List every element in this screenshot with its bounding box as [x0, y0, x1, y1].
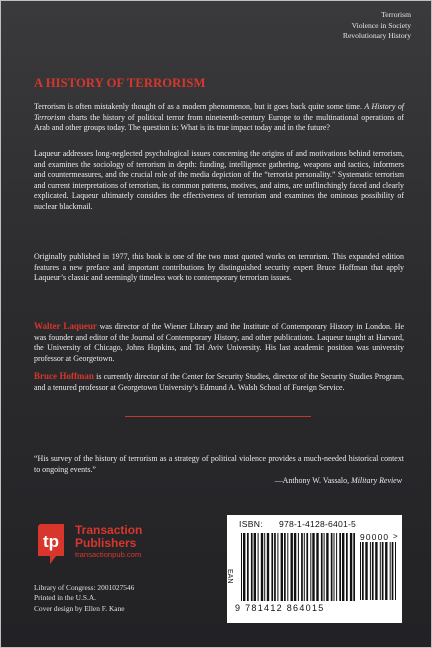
- p1-text-start: Terrorism is often mistakenly thought of as a modern phenomenon, but it goes back quite some time.: [34, 102, 365, 111]
- barcode-addon-digits: 90000: [360, 532, 390, 542]
- credit-line: Library of Congress: 2001027546: [34, 583, 135, 592]
- barcode-bar: [326, 533, 328, 601]
- barcode-bar: [331, 533, 333, 601]
- barcode-bar: [339, 533, 341, 601]
- barcode-bar: [392, 542, 394, 600]
- author-bio-text: was director of the Wiener Library and the Institute of Contemporary History in London. He was founder and editor of the Journal of Contemporary History, and other publications. Laqueur taught at Harvard, the University of Chicago, Johns Hopkins, and Tel Aviv University. His last academic position was university professor at Georgetown.: [34, 322, 404, 363]
- p1-text-end: charts the history of political terror from nineteenth-century Europe to the multinational operations of Arab and other groups today. The question is: What is its true impact today and in the future?: [34, 112, 404, 133]
- barcode-bar: [375, 542, 377, 600]
- barcode-bar: [306, 533, 308, 601]
- barcode-bar: [310, 533, 311, 601]
- publisher-url: transactionpub.com: [75, 550, 142, 559]
- barcode-bar: [324, 533, 325, 601]
- barcode-bar: [312, 533, 314, 601]
- subject-line: Terrorism: [381, 10, 411, 19]
- barcode-bar: [382, 542, 384, 600]
- p2-text: Laqueur addresses long-neglected psychological issues concerning the origins of and motivations behind terrorism, and examines the sociology of terrorism in depth: funding, intelligence gathering, weapons and tactics, informers and countermeasures, and the crucial role of the media depiction of the “terrorist personality.” Systematic terrorism and current interpretations of terrorism, its common patterns, motives, and aims, are unflinchingly faced and clearly explicated. Laqueur ultimately considers the effectiveness of terrorism and examines the ominous possibility of nuclear blackmail.: [34, 149, 404, 211]
- logo-letters: tp: [42, 532, 60, 551]
- reviewer-name: —Anthony W. Vassalo,: [274, 476, 352, 485]
- p3-text: Originally published in 1977, this book is one of the two most quoted works on terrorism. This expanded edition features a new preface and important contributions by distinguished security expert Bruce Hoffman that apply Laqueur’s classic and seemingly timeless work to contemporary terrorism issues.: [34, 252, 404, 283]
- p1-book-title: A History of Terrorism: [34, 102, 404, 122]
- book-title: A HISTORY OF TERRORISM: [34, 76, 206, 90]
- barcode-bar: [350, 533, 352, 601]
- barcode-bar: [385, 542, 387, 600]
- barcode-bar: [360, 542, 361, 600]
- isbn-barcode: [227, 515, 402, 623]
- publisher-logo-mark: [34, 522, 68, 566]
- isbn-label: ISBN:: [239, 519, 263, 529]
- description-paragraph-1: [34, 102, 404, 134]
- publisher-logo: [34, 522, 174, 566]
- barcode-bar: [277, 533, 278, 601]
- barcode-bar: [304, 533, 305, 601]
- barcode-addon-arrow: >: [393, 532, 398, 541]
- subject-line: Revolutionary History: [342, 31, 411, 40]
- description-paragraph-3: [34, 252, 404, 284]
- review-quote: “His survey of the history of terrorism as a strategy of political violence provides a much-needed historical context to ongoing events.”: [34, 454, 404, 474]
- author-name: Bruce Hoffman: [34, 371, 94, 381]
- barcode-bar: [334, 533, 335, 601]
- author-name: Walter Laqueur: [34, 321, 97, 331]
- barcode-bar: [301, 533, 303, 601]
- barcode-bar: [264, 533, 265, 601]
- barcode-bar: [365, 542, 367, 600]
- review-source: Military Review: [351, 476, 402, 485]
- barcode-bar: [390, 542, 391, 600]
- barcode-digits: 9 781412 864015: [235, 603, 325, 613]
- barcode-bar: [247, 533, 249, 601]
- barcode-bar: [261, 533, 263, 601]
- isbn-number: 978-1-4128-6401-5: [279, 519, 356, 529]
- ean-label: EAN: [226, 569, 233, 584]
- barcode-bar: [395, 542, 396, 600]
- barcode-bar: [274, 533, 276, 601]
- barcode-bar: [346, 533, 348, 601]
- barcode-addon-bars: [360, 542, 396, 600]
- barcode-bar: [267, 533, 269, 601]
- barcode-bar: [362, 542, 364, 600]
- credit-line: Cover design by Ellen F. Kane: [34, 603, 125, 613]
- barcode-bar: [243, 533, 245, 601]
- barcode-bar: [281, 533, 283, 601]
- barcode-bar: [284, 533, 286, 601]
- barcode-bar: [321, 533, 323, 601]
- publisher-name: [75, 524, 142, 549]
- author-bio-text: is currently director of the Center for Security Studies, director of the Security Studies Program, and a tenured professor at Georgetown University’s Edmund A. Walsh School of Foreign Service.: [34, 372, 405, 392]
- barcode-bar: [254, 533, 256, 601]
- barcode-bar: [353, 533, 355, 601]
- subject-line: Violence in Society: [351, 20, 411, 30]
- publication-credits: [34, 583, 134, 614]
- barcode-bar: [287, 533, 288, 601]
- author-bio-laqueur: [34, 321, 404, 364]
- barcode-bar: [241, 533, 242, 601]
- barcode-bars: [241, 533, 355, 601]
- barcode-bar: [258, 533, 259, 601]
- barcode-bar: [271, 533, 273, 601]
- divider-rule: [125, 416, 311, 417]
- barcode-bar: [291, 533, 293, 601]
- author-bio-hoffman: [34, 371, 404, 393]
- review-attribution: [275, 476, 402, 485]
- barcode-bar: [380, 542, 381, 600]
- barcode-bar: [294, 533, 296, 601]
- barcode-bar: [316, 533, 318, 601]
- barcode-bar: [342, 533, 344, 601]
- publisher-name-line1: Transaction: [75, 523, 143, 537]
- publisher-name-line2: Publishers: [75, 535, 137, 550]
- barcode-bar: [372, 542, 374, 600]
- credit-line: Printed in the U.S.A.: [34, 593, 96, 603]
- barcode-bar: [298, 533, 299, 601]
- barcode-bar: [370, 542, 371, 600]
- barcode-bar: [336, 533, 337, 601]
- barcode-bar: [251, 533, 253, 601]
- description-paragraph-2: [34, 149, 404, 213]
- subject-categories: [343, 10, 411, 42]
